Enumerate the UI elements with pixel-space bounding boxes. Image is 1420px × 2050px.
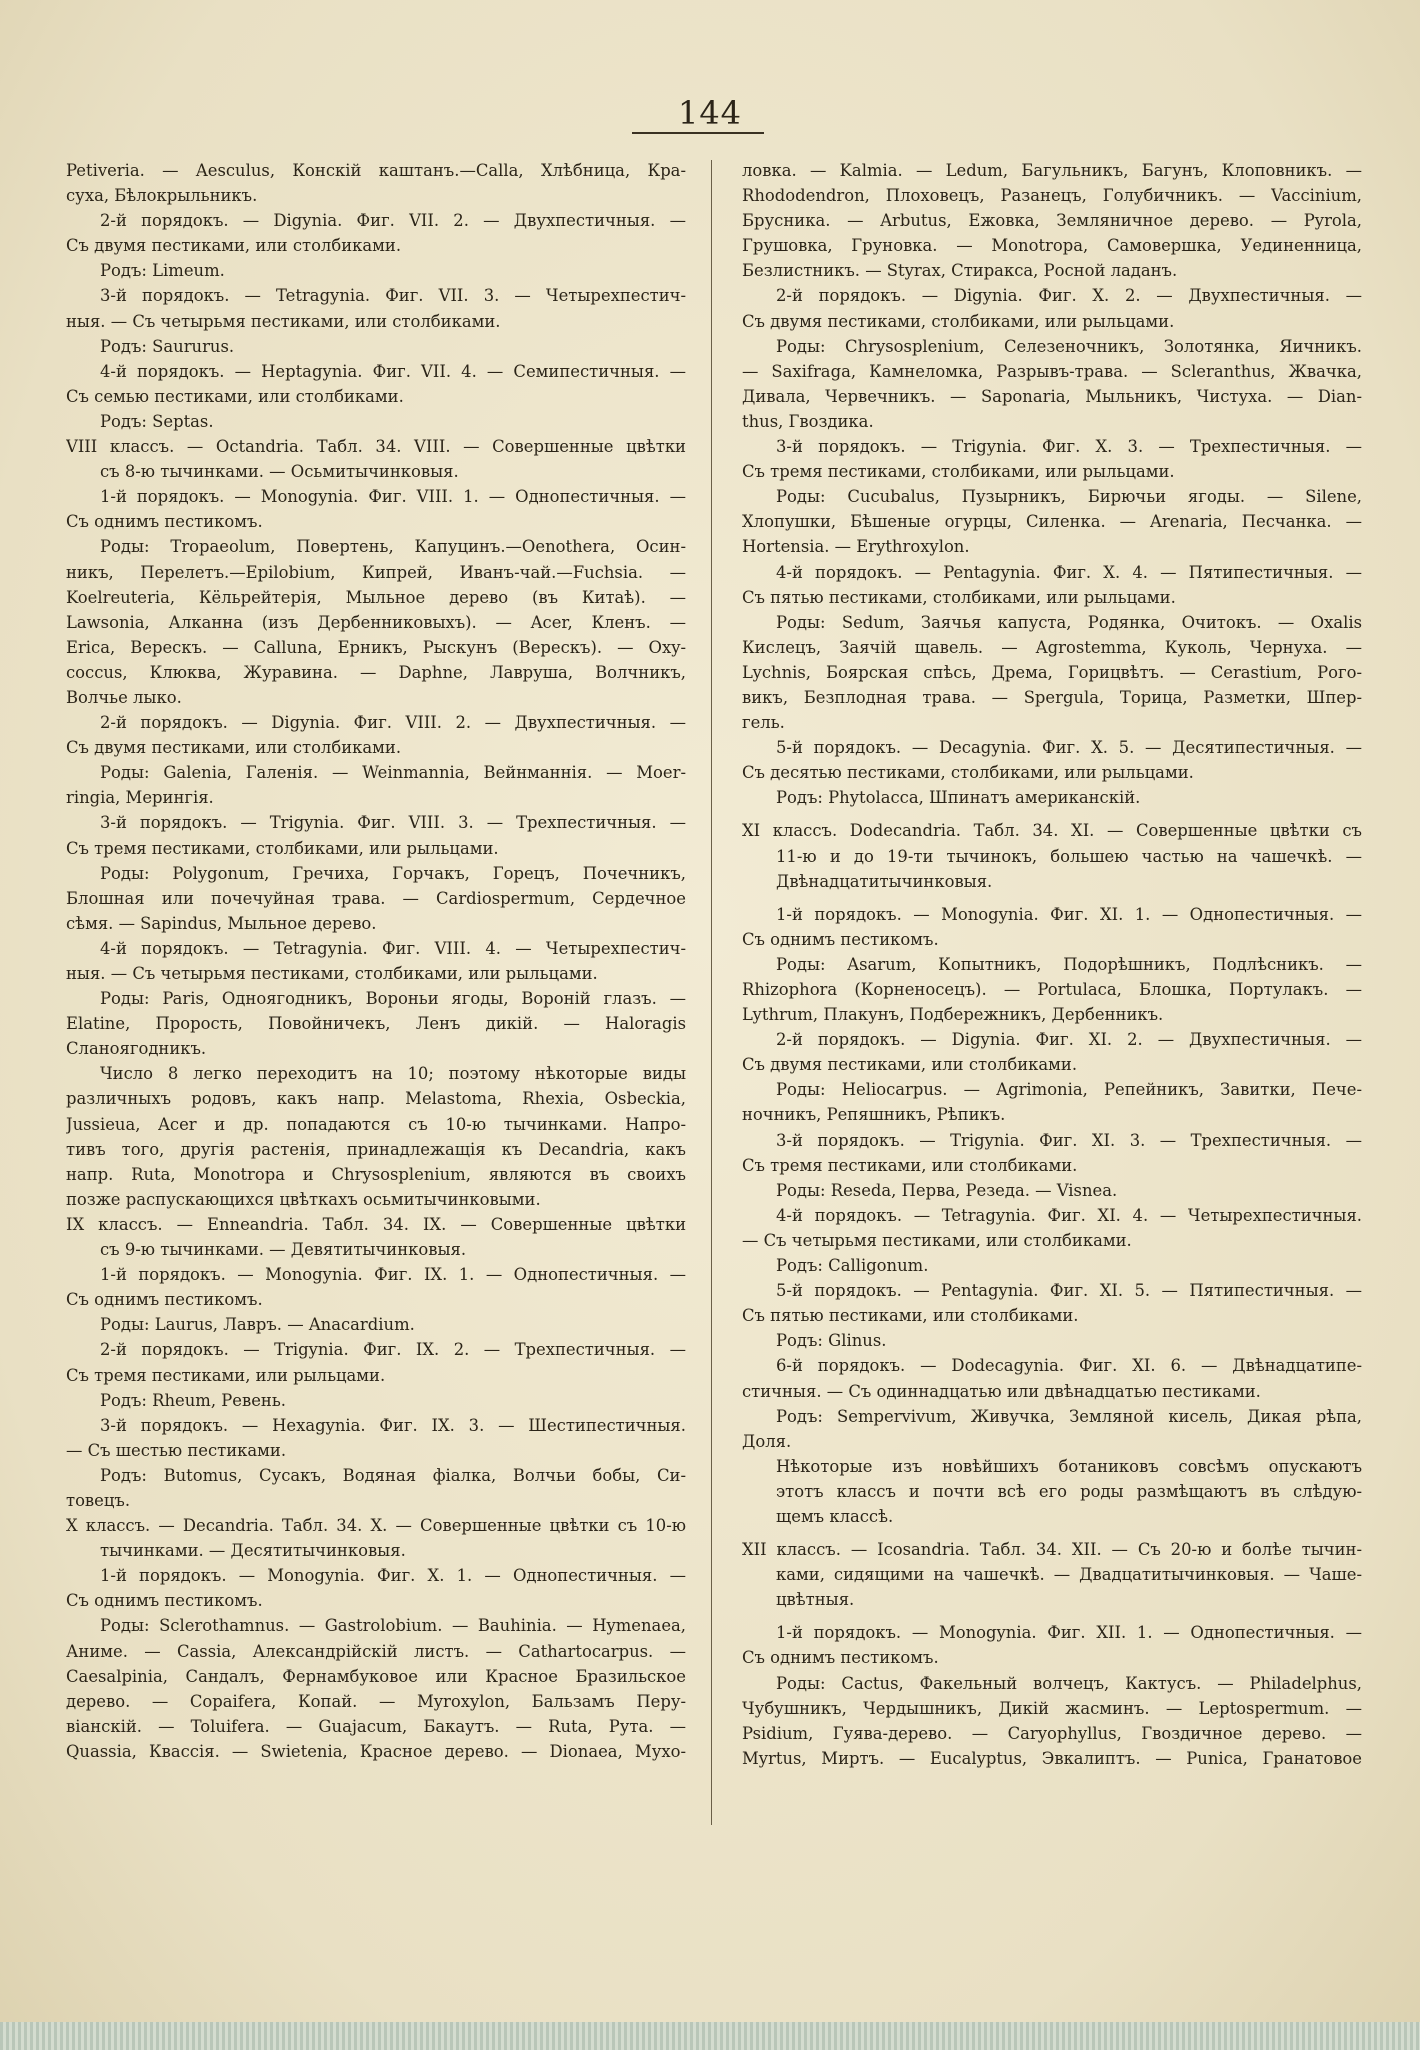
text-line: товецъ.: [66, 1490, 131, 1510]
text-line: Родъ: Glinus.: [776, 1331, 887, 1351]
text-line: тычинками. — Десятитычинковыя.: [100, 1541, 406, 1561]
text-line: 1-й порядокъ. — Monogynia. Фиг. VIII. 1. — Однопестичныя. —: [100, 487, 686, 507]
text-line: суха, Бѣлокрыльникъ.: [66, 186, 258, 206]
text-line: — Saxifraga, Камнеломка, Разрывъ-трава. — Scleranthus, Жвачка,: [742, 361, 1362, 381]
text-line: Родъ: Rheum, Ревень.: [100, 1390, 286, 1410]
text-line: 2-й порядокъ. — Digynia. Фиг. VIII. 2. — Двухпестичныя. —: [100, 713, 686, 733]
text-line: Роды: Tropaeolum, Повертень, Капуцинъ.—Oenothera, Осин-: [100, 537, 686, 557]
text-line: Rhizophora (Корненосецъ). — Portulaca, Блошка, Портулакъ. —: [742, 980, 1362, 999]
text-line: Нѣкоторые изъ новѣйшихъ ботаниковъ совсѣмъ опускаютъ: [776, 1456, 1362, 1476]
text-line: Съ тремя пестиками, или рыльцами.: [66, 1365, 386, 1385]
text-line: Волчье лыко.: [66, 687, 182, 707]
column-divider: [711, 160, 712, 1825]
text-line: Роды: Polygonum, Гречиха, Горчакъ, Горецъ, Почечникъ,: [100, 863, 686, 883]
text-line: Elatine, Прорость, Повойничекъ, Ленъ дикій. — Haloragis: [66, 1014, 686, 1034]
text-line: Родъ: Limeum.: [100, 261, 225, 281]
text-line: Дивала, Червечникъ. — Saponaria, Мыльникъ, Чистуха. — Dian-: [742, 386, 1362, 406]
text-line: Двѣнадцатитычинковыя.: [776, 871, 993, 891]
text-line: ками, сидящими на чашечкѣ. — Двадцатитычинковыя. — Чаше-: [776, 1565, 1362, 1585]
text-line: Caesalpinia, Сандалъ, Фернамбуковое или Красное Бразильское: [66, 1666, 686, 1686]
text-line: 1-й порядокъ. — Monogynia. Фиг. IX. 1. — Однопестичныя. —: [100, 1265, 686, 1285]
text-line: различныхъ родовъ, какъ напр. Melastoma, Rhexia, Osbeckia,: [66, 1089, 686, 1109]
text-line: Съ двумя пестиками, или столбиками.: [66, 738, 402, 758]
text-line: Роды: Paris, Одноягодникъ, Вороньи ягоды, Вороній глазъ. —: [100, 989, 686, 1009]
text-line: віанскій. — Toluifera. — Guajacum, Бакаутъ. — Ruta, Рута. —: [66, 1716, 686, 1736]
text-line: Lawsonia, Алканна (изъ Дербенниковыхъ). — Acer, Кленъ. —: [66, 612, 686, 632]
text-line: 11-ю и до 19-ти тычинокъ, большею частью на чашечкѣ. —: [776, 846, 1362, 866]
text-line: Число 8 легко переходитъ на 10; поэтому нѣкоторые виды: [100, 1064, 686, 1084]
text-line: ночникъ, Репяшникъ, Рѣпикъ.: [742, 1105, 1006, 1125]
text-line: 4-й порядокъ. — Heptagynia. Фиг. VII. 4. — Семипестичныя. —: [100, 361, 686, 381]
page-number: 144: [677, 94, 743, 132]
text-line: Блошная или почечуйная трава. — Cardiospermum, Сердечное: [66, 888, 686, 908]
text-line: этотъ классъ и почти всѣ его роды размѣщаютъ въ слѣдую-: [776, 1481, 1362, 1501]
text-line: Съ десятью пестиками, столбиками, или рыльцами.: [742, 763, 1194, 783]
text-line: coccus, Клюква, Журавина. — Daphne, Лавруша, Волчникъ,: [66, 662, 686, 682]
text-line: XI классъ. Dodecandria. Табл. 34. XI. — Совершенные цвѣтки съ: [742, 821, 1362, 841]
text-line: Psidium, Гуява-дерево. — Caryophyllus, Гвоздичное дерево. —: [742, 1723, 1362, 1743]
text-line: Съ тремя пестиками, столбиками, или рыльцами.: [742, 462, 1175, 482]
text-line: Роды: Chrysosplenium, Селезеночникъ, Золотянка, Яичникъ.: [776, 336, 1362, 356]
text-line: позже распускающихся цвѣткахъ осьмитычинковыми.: [66, 1189, 541, 1209]
text-line: 6-й порядокъ. — Dodecagynia. Фиг. XI. 6. — Двѣнадцатипе-: [776, 1356, 1362, 1376]
text-line: 3-й порядокъ. — Tetragynia. Фиг. VII. 3. — Четырехпестич-: [100, 286, 686, 306]
text-line: Роды: Cucubalus, Пузырникъ, Бирючьи ягоды. — Silene,: [776, 487, 1362, 507]
text-line: Роды: Sedum, Заячья капуста, Родянка, Очитокъ. — Oxalis: [776, 612, 1362, 632]
text-line: никъ, Перелетъ.—Epilobium, Кипрей, Иванъ-чай.—Fuchsia. —: [66, 562, 686, 582]
text-line: Хлопушки, Бѣшеные огурцы, Силенка. — Arenaria, Песчанка. —: [742, 512, 1362, 532]
text-line: Грушовка, Груновка. — Monotropa, Самовершка, Уединенница,: [742, 236, 1362, 256]
text-line: Роды: Cactus, Факельный волчецъ, Кактусъ. — Philadelphus,: [776, 1673, 1362, 1693]
text-line: Съ однимъ пестикомъ.: [742, 1648, 939, 1668]
text-line: Съ двумя пестиками, столбиками, или рыльцами.: [742, 311, 1175, 331]
text-line: Родъ: Phytolacca, Шпинатъ американскій.: [776, 788, 1141, 808]
text-line: Myrtus, Миртъ. — Eucalyptus, Эвкалиптъ. — Punica, Гранатовое: [742, 1748, 1362, 1768]
text-line: 1-й порядокъ. — Monogynia. Фиг. X. 1. — Однопестичныя. —: [100, 1566, 686, 1586]
text-line: Jussieua, Acer и др. попадаются съ 10-ю тычинками. Напро-: [66, 1114, 686, 1134]
right-text-column: [742, 158, 1362, 1771]
text-line: Hortensia. — Erythroxylon.: [742, 537, 970, 557]
text-line: 1-й порядокъ. — Monogynia. Фиг. XII. 1. — Однопестичныя. —: [776, 1623, 1362, 1643]
text-line: Роды: Heliocarpus. — Agrimonia, Репейникъ, Завитки, Пече-: [776, 1080, 1362, 1100]
text-line: 2-й порядокъ. — Digynia. Фиг. XI. 2. — Двухпестичныя. —: [776, 1030, 1362, 1050]
text-line: дерево. — Copaifera, Копай. — Myroxylon, Бальзамъ Перу-: [66, 1691, 686, 1711]
text-line: Съ пятью пестиками, или столбиками.: [742, 1306, 1079, 1326]
text-line: ныя. — Съ четырьмя пестиками, столбиками, или рыльцами.: [66, 964, 598, 983]
text-line: Роды: Galenia, Галенія. — Weinmannia, Вейнманнія. — Moer-: [100, 763, 686, 783]
text-line: викъ, Безплодная трава. — Spergula, Торица, Разметки, Шпер-: [742, 687, 1362, 707]
text-line: Чубушникъ, Чердышникъ, Дикій жасминъ. — Leptospermum. —: [742, 1698, 1362, 1718]
text-line: Съ двумя пестиками, или столбиками.: [742, 1055, 1078, 1075]
text-line: — Съ шестью пестиками.: [66, 1440, 287, 1460]
text-line: съ 9-ю тычинками. — Девятитычинковыя.: [100, 1240, 467, 1260]
text-line: Съ пятью пестиками, столбиками, или рыльцами.: [742, 587, 1176, 607]
text-line: стичныя. — Съ одиннадцатью или двѣнадцатью пестиками.: [742, 1381, 1261, 1401]
text-line: Erica, Верескъ. — Calluna, Ерникъ, Рыскунъ (Верескъ). — Oxy-: [66, 637, 686, 657]
text-line: Родъ: Calligonum.: [776, 1256, 929, 1276]
text-line: напр. Ruta, Monotropa и Chrysosplenium, являются въ своихъ: [66, 1164, 686, 1184]
text-line: Съ однимъ пестикомъ.: [66, 1591, 263, 1611]
page-number-rule: [632, 132, 764, 134]
text-line: Съ тремя пестиками, или столбиками.: [742, 1155, 1078, 1175]
text-line: Petiveria. — Aesculus, Конскій каштанъ.—Calla, Хлѣбница, Кра-: [66, 161, 686, 180]
text-line: 3-й порядокъ. — Trigynia. Фиг. XI. 3. — Трехпестичныя. —: [776, 1130, 1362, 1150]
text-line: Доля.: [742, 1431, 792, 1451]
text-line: Rhododendron, Плоховецъ, Разанецъ, Голубичникъ. — Vaccinium,: [742, 186, 1362, 206]
text-line: Lychnis, Боярская спѣсь, Дрема, Горицвѣтъ. — Cerastium, Рого-: [742, 662, 1362, 682]
text-line: щемъ классѣ.: [776, 1506, 894, 1526]
text-line: тивъ того, другія растенія, принадлежащія къ Decandria, какъ: [66, 1139, 686, 1159]
text-line: Съ однимъ пестикомъ.: [66, 1290, 263, 1310]
text-line: Роды: Asarum, Копытникъ, Подорѣшникъ, Подлѣсникъ. —: [776, 954, 1362, 974]
text-line: ловка. — Kalmia. — Ledum, Багульникъ, Багунъ, Клоповникъ. —: [742, 161, 1362, 180]
text-line: Съ однимъ пестикомъ.: [742, 929, 939, 949]
text-line: VIII классъ. — Octandria. Табл. 34. VIII. — Совершенные цвѣтки: [66, 437, 686, 457]
text-line: 4-й порядокъ. — Pentagynia. Фиг. X. 4. — Пятипестичныя. —: [776, 562, 1362, 582]
page-bottom-edge: [0, 2022, 1420, 2050]
text-line: IX классъ. — Enneandria. Табл. 34. IX. — Совершенные цвѣтки: [66, 1214, 686, 1234]
text-line: Koelreuteria, Кёльрейтерія, Мыльное дерево (въ Китаѣ). —: [66, 587, 686, 607]
text-line: 5-й порядокъ. — Decagynia. Фиг. X. 5. — Десятипестичныя. —: [776, 738, 1362, 758]
text-line: XII классъ. — Icosandria. Табл. 34. XII. — Съ 20-ю и болѣе тычин-: [742, 1540, 1362, 1560]
text-line: 4-й порядокъ. — Tetragynia. Фиг. XI. 4. — Четырехпестичныя.: [776, 1205, 1362, 1225]
text-line: 1-й порядокъ. — Monogynia. Фиг. XI. 1. — Однопестичныя. —: [776, 904, 1362, 924]
text-line: Безлистникъ. — Styrax, Стиракса, Росной ладанъ.: [742, 261, 1178, 281]
text-line: Lythrum, Плакунъ, Подбережникъ, Дербенникъ.: [742, 1005, 1164, 1025]
text-line: Сланоягодникъ.: [66, 1039, 207, 1059]
text-line: сѣмя. — Sapindus, Мыльное дерево.: [66, 913, 377, 933]
text-line: thus, Гвоздика.: [742, 411, 874, 431]
text-line: ныя. — Съ четырьмя пестиками, или столбиками.: [66, 311, 501, 331]
text-line: 2-й порядокъ. — Trigynia. Фиг. IX. 2. — Трехпестичныя. —: [100, 1340, 686, 1360]
text-line: Кислецъ, Заячій щавель. — Agrostemma, Куколь, Чернуха. —: [742, 637, 1362, 657]
text-line: Роды: Sclerothamnus. — Gastrolobium. — Bauhinia. — Hymenaea,: [100, 1616, 686, 1636]
text-line: Съ двумя пестиками, или столбиками.: [66, 236, 402, 256]
text-line: 2-й порядокъ. — Digynia. Фиг. X. 2. — Двухпестичныя. —: [776, 286, 1362, 306]
text-line: съ 8-ю тычинками. — Осьмитычинковыя.: [100, 462, 459, 482]
text-line: X классъ. — Decandria. Табл. 34. X. — Совершенные цвѣтки съ 10-ю: [66, 1516, 686, 1536]
text-line: цвѣтныя.: [776, 1590, 855, 1610]
text-line: 2-й порядокъ. — Digynia. Фиг. VII. 2. — Двухпестичныя. —: [100, 211, 686, 231]
text-line: Роды: Reseda, Перва, Резеда. — Visnea.: [776, 1180, 1118, 1200]
text-line: 3-й порядокъ. — Hexagynia. Фиг. IX. 3. — Шестипестичныя.: [100, 1415, 686, 1435]
text-line: Родъ: Sempervivum, Живучка, Земляной кисель, Дикая рѣпа,: [776, 1406, 1362, 1426]
text-line: 3-й порядокъ. — Trigynia. Фиг. VIII. 3. — Трехпестичныя. —: [100, 813, 686, 833]
text-line: 5-й порядокъ. — Pentagynia. Фиг. XI. 5. — Пятипестичныя. —: [776, 1281, 1362, 1301]
text-line: Роды: Laurus, Лавръ. — Anacardium.: [100, 1315, 415, 1335]
text-line: Quassia, Квассія. — Swietenia, Красное дерево. — Dionaea, Мухо-: [66, 1741, 686, 1761]
text-line: Съ семью пестиками, или столбиками.: [66, 386, 404, 406]
text-line: Родъ: Saururus.: [100, 336, 235, 356]
text-line: Съ тремя пестиками, столбиками, или рыльцами.: [66, 838, 499, 858]
text-line: Родъ: Butomus, Сусакъ, Водяная фіалка, Волчьи бобы, Си-: [100, 1465, 686, 1485]
text-line: Съ однимъ пестикомъ.: [66, 512, 263, 532]
text-line: 3-й порядокъ. — Trigynia. Фиг. X. 3. — Трехпестичныя. —: [776, 437, 1362, 457]
text-line: гель.: [742, 713, 785, 733]
text-line: — Съ четырьмя пестиками, или столбиками.: [742, 1230, 1132, 1250]
left-text-column: [66, 158, 686, 1764]
text-line: ringia, Мерингія.: [66, 788, 214, 808]
text-line: 4-й порядокъ. — Tetragynia. Фиг. VIII. 4. — Четырехпестич-: [100, 938, 686, 958]
text-line: Родъ: Septas.: [100, 411, 214, 431]
text-line: Брусника. — Arbutus, Ежовка, Земляничное дерево. — Pyrola,: [742, 211, 1362, 231]
text-line: Аниме. — Cassia, Александрійскій листъ. — Cathartocarpus. —: [66, 1641, 686, 1661]
